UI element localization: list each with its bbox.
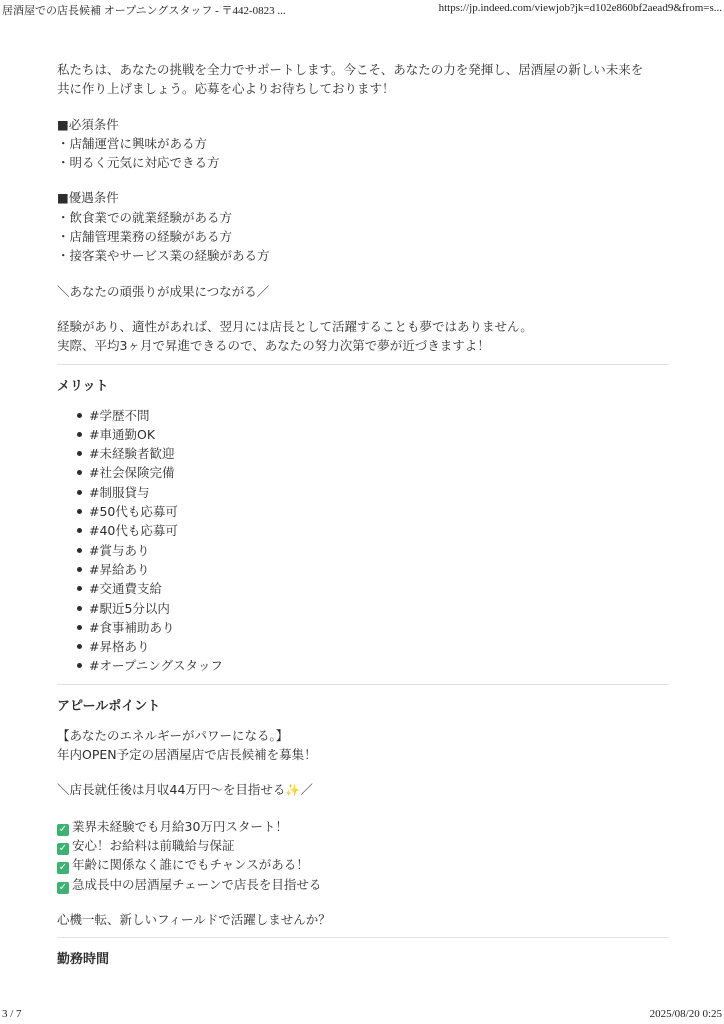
preferred-item: ・飲食業での就業経験がある方 xyxy=(57,209,233,225)
appeal-check-text: 年齢に関係なく誰にでもチャンスがある！ xyxy=(72,857,309,873)
check-icon: ✓ xyxy=(58,862,68,874)
appeal-check-item xyxy=(57,817,669,836)
merit-tag: #賞与あり xyxy=(79,541,669,560)
required-item: ・店舗運営に興味がある方 xyxy=(57,135,208,151)
appeal-check-text: 安心！お給料は前職給与保証 xyxy=(72,837,235,853)
print-page-url: https://jp.indeed.com/viewjob?jk=d102e860bf2aead9&from=s... xyxy=(438,2,722,14)
sparkle-icon: ✨ xyxy=(285,783,301,798)
job-description xyxy=(57,60,669,979)
merit-tag: #交通費支給 xyxy=(79,579,669,598)
intro-line-1: 私たちは、あなたの挑戦を全力でサポートします。今こそ、あなたの力を発揮し、居酒屋の新しい未来を xyxy=(57,62,644,77)
check-icon: ✓ xyxy=(58,823,68,835)
section-divider xyxy=(57,684,669,685)
preferred-heading: ■優遇条件 xyxy=(57,190,119,206)
check-icon: ✓ xyxy=(58,881,68,893)
appeal-check-text: 急成長中の居酒屋チェーンで店長を目指せる xyxy=(72,876,322,892)
merit-tag: #50代も応募可 xyxy=(79,502,669,521)
merit-tag: #制服貸与 xyxy=(79,483,669,502)
merit-tag: #昇格あり xyxy=(79,637,669,656)
print-page-number: 3 / 7 xyxy=(2,1008,22,1020)
preferred-item: ・店舗管理業務の経験がある方 xyxy=(57,229,233,245)
required-heading: ■必須条件 xyxy=(57,116,119,132)
merits-list xyxy=(57,406,669,676)
appeal-tagline-text: ＼店長就任後は月収44万円～を目指せる xyxy=(57,782,286,798)
section-divider xyxy=(57,937,669,938)
appeal-title: アピールポイント xyxy=(57,698,161,714)
print-header xyxy=(0,0,724,18)
growth-line-2: 実際、平均3ヶ月で昇進できるので、あなたの努力次第で夢が近づきますよ！ xyxy=(57,338,490,354)
appeal-tagline-end: ／ xyxy=(300,782,313,798)
appeal-closing: 心機一転、新しいフィールドで活躍しませんか？ xyxy=(57,911,331,927)
appeal-line-1: 【あなたのエネルギーがパワーになる。】 xyxy=(57,727,289,743)
preferred-item: ・接客業やサービス業の経験がある方 xyxy=(57,248,270,264)
merit-tag: #車通勤OK xyxy=(79,425,669,444)
merit-tag: #未経験者歓迎 xyxy=(79,444,669,463)
merits-title: メリット xyxy=(57,378,109,394)
print-page-title: 居酒屋での店長候補 オープニングスタッフ - 〒442-0823 ... xyxy=(2,5,286,17)
print-footer xyxy=(0,1006,724,1024)
appeal-check-item xyxy=(57,855,669,874)
merit-tag: #駅近5分以内 xyxy=(79,599,669,618)
merit-tag: #オープニングスタッフ xyxy=(79,656,669,675)
appeal-tagline xyxy=(57,780,669,800)
merit-tag: #学歴不問 xyxy=(79,406,669,425)
hours-title: 勤務時間 xyxy=(57,952,110,968)
growth-tagline: ＼あなたの頑張りが成果につながる／ xyxy=(57,283,270,299)
print-datetime: 2025/08/20 0:25 xyxy=(649,1008,722,1020)
growth-line-1: 経験があり、適性があれば、翌月には店長として活躍することも夢ではありません。 xyxy=(57,318,533,334)
appeal-line-2: 年内OPEN予定の居酒屋店で店長候補を募集！ xyxy=(57,747,317,763)
merit-tag: #40代も応募可 xyxy=(79,521,669,540)
check-icon: ✓ xyxy=(58,842,68,854)
merit-tag: #社会保険完備 xyxy=(79,463,669,482)
appeal-check-item xyxy=(57,836,669,855)
section-divider xyxy=(57,364,669,365)
appeal-check-item xyxy=(57,875,669,894)
required-item: ・明るく元気に対応できる方 xyxy=(57,155,220,171)
merit-tag: #食事補助あり xyxy=(79,618,669,637)
appeal-check-text: 業界未経験でも月給30万円スタート！ xyxy=(72,818,288,834)
intro-line-2: 共に作り上げましょう。応募を心よりお待ちしております！ xyxy=(57,81,395,97)
merit-tag: #昇給あり xyxy=(79,560,669,579)
